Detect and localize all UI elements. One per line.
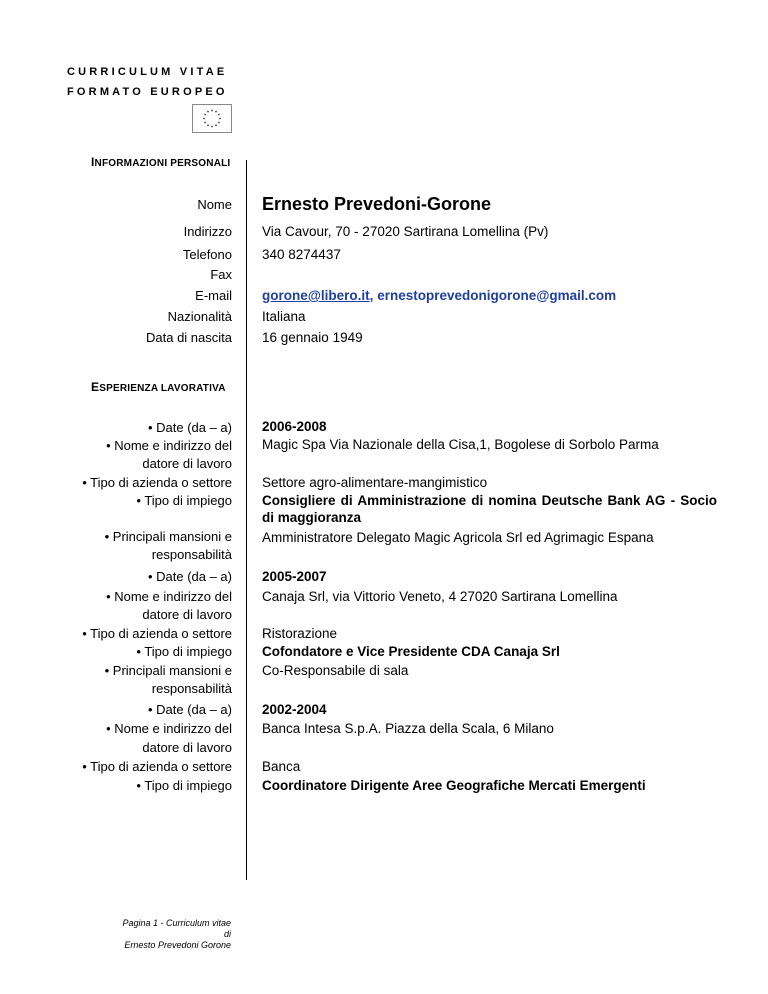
address-value: Via Cavour, 70 - 27020 Sartirana Lomellina (Pv) (262, 224, 549, 239)
entry-sector: Banca (262, 759, 301, 774)
entry-dates: 2002-2004 (262, 702, 327, 717)
email-link-1[interactable]: gorone@libero.it (262, 288, 370, 303)
label-employer-cont: datore di lavoro (142, 456, 232, 471)
entry-sector: Settore agro-alimentare-mangimistico (262, 475, 488, 490)
label-job-type: • Tipo di impiego (136, 778, 232, 793)
label-nationality: Nazionalità (167, 309, 232, 324)
label-address: Indirizzo (183, 224, 232, 239)
label-duties: • Principali mansioni e (104, 529, 232, 544)
cv-title: CURRICULUM VITAE (67, 66, 228, 78)
label-duties: • Principali mansioni e (104, 663, 232, 678)
label-job-type: • Tipo di impiego (136, 493, 232, 508)
label-duties-cont: responsabilità (151, 681, 232, 696)
entry-dates: 2005-2007 (262, 569, 327, 584)
eu-stars-icon (192, 104, 232, 133)
label-job-type: • Tipo di impiego (136, 644, 232, 659)
section-work-experience: ESPERIENZA LAVORATIVA (91, 380, 226, 394)
label-dates: • Date (da – a) (147, 420, 232, 435)
label-employer-cont: datore di lavoro (142, 740, 232, 755)
email-link-2[interactable]: ernestoprevedonigorone@gmail.com (377, 288, 617, 303)
footer-line-2: Ernesto Prevedoni Gorone (124, 940, 231, 950)
email-values (262, 287, 616, 304)
label-birth-date: Data di nascita (146, 330, 232, 345)
entry-job-type: Coordinatore Dirigente Aree Geografiche Mercati Emergenti (262, 778, 646, 793)
label-email: E-mail (195, 288, 232, 303)
entry-job-type: Cofondatore e Vice Presidente CDA Canaja Srl (262, 644, 560, 659)
label-sector: • Tipo di azienda o settore (82, 475, 232, 490)
entry-job-type: Consigliere di Amministrazione di nomina Deutsche Bank AG - Socio di maggioranza (262, 493, 717, 525)
email-separator: , (369, 288, 374, 303)
entry-dates: 2006-2008 (262, 419, 327, 434)
label-phone: Telefono (182, 247, 232, 262)
label-employer: • Nome e indirizzo del (106, 721, 232, 736)
label-fax: Fax (210, 267, 232, 282)
person-name: Ernesto Prevedoni-Gorone (262, 194, 492, 214)
label-sector: • Tipo di azienda o settore (82, 759, 232, 774)
entry-employer: Magic Spa Via Nazionale della Cisa,1, Bogolese di Sorbolo Parma (262, 437, 659, 452)
page-footer (113, 918, 231, 951)
entry-sector: Ristorazione (262, 626, 338, 641)
entry-employer: Canaja Srl, via Vittorio Veneto, 4 27020 Sartirana Lomellina (262, 589, 618, 604)
entry-employer: Banca Intesa S.p.A. Piazza della Scala, 6 Milano (262, 721, 554, 736)
label-sector: • Tipo di azienda o settore (82, 626, 232, 641)
cv-format: FORMATO EUROPEO (67, 86, 228, 98)
label-employer: • Nome e indirizzo del (106, 589, 232, 604)
label-duties-cont: responsabilità (151, 547, 232, 562)
entry-duties: Co-Responsabile di sala (262, 663, 409, 678)
label-employer: • Nome e indirizzo del (106, 438, 232, 453)
phone-value: 340 8274437 (262, 247, 341, 262)
label-name: Nome (197, 197, 232, 212)
label-dates: • Date (da – a) (147, 702, 232, 717)
divider-line (246, 160, 247, 880)
label-dates: • Date (da – a) (147, 569, 232, 584)
birth-date-value: 16 gennaio 1949 (262, 330, 363, 345)
nationality-value: Italiana (262, 309, 306, 324)
footer-line-1: Pagina 1 - Curriculum vitae di (122, 918, 231, 939)
entry-duties: Amministratore Delegato Magic Agricola Srl ed Agrimagic Espana (262, 530, 654, 545)
section-personal-info: INFORMAZIONI PERSONALI (91, 155, 231, 169)
label-employer-cont: datore di lavoro (142, 607, 232, 622)
